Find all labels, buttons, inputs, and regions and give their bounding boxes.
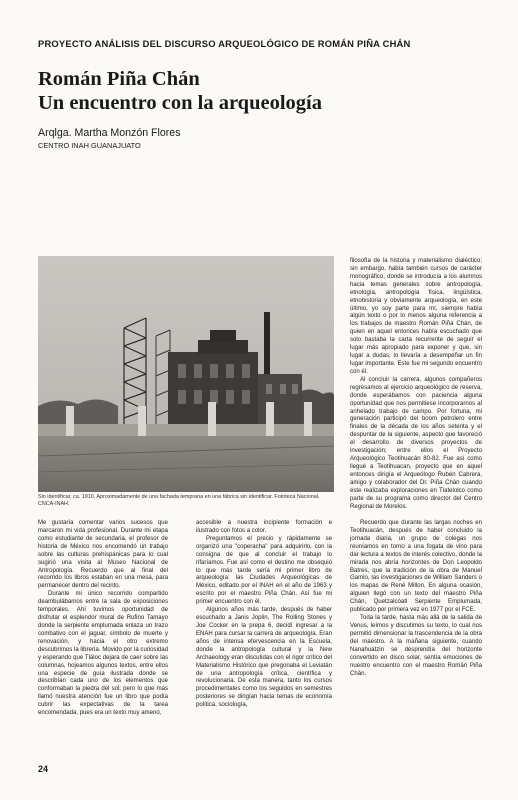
title-line-2: Un encuentro con la arqueología <box>38 92 322 114</box>
paragraph: accesible a nuestra incipiente formación e ilustrado con fotos a color. <box>196 520 332 534</box>
middle-column <box>196 520 332 710</box>
paragraph: Al concluir la carrera, algunos compañeros regresamos al ejercicio arqueológico de reserva, donde esperábamos con paciencia alguna oportunidad que nos permitiese incorporarnos al anhelado trabajo de campo. Por fortuna, mi generación participó del boom petrolero entre finales de la década de los años setenta y el despuntar de la siguiente, aspecto que favoreció el desarrollo de diversos proyectos de investigación; entre ellos el Proyecto Arqueológico Teotihuacán 80-82. Fue así como llegué a Teotihuacan, proyecto que en aquel entonces dirigía el Arqueólogo Rubén Cabrera, amigo y colaborador del Dr. Piña Chán cuando éste realizaba exploraciones en Tlatelolco como parte de su programa como director del Centro Regional de Morelos. <box>350 376 482 510</box>
left-column <box>38 520 168 718</box>
author-name: Arqlga. Martha Monzón Flores <box>38 127 181 139</box>
page-number: 24 <box>38 764 49 774</box>
right-column-top <box>350 258 482 512</box>
paragraph: Recuerdo que durante las largas noches en Teotihuacán, después de haber concluido la jornada diaria, un grupo de colegas nos reuníamos en torno a una fogata de vino para dar lectura a textos de interés colectivo, donde la mirada nos abría horizontes de Don Leopoldo Batres, que la tradición de la obra de Manuel Gamio, las investigaciones de William Sanders o los mapas de René Millon. En alguna ocasión, alguien llegó con un texto del maestro Piña Chán, Quetzalcóatl Serpiente Emplumada, publicado por primera vez en 1977 por el FCE. <box>350 520 482 614</box>
article-title <box>38 67 488 115</box>
paragraph: Durante mi único recorrido compartido deambulábamos entre la sala de exposiciones temporales. Ahí tuvimos oportunidad de disfrutar el esplendor mural de Rufino Tamayo donde la serpiente emplumada enlaza un trazo combativo con el jaguar, símbolo de muerte y renovación, y hacia el otro extremo descubrimos la librería. Movido por la curiosidad y esperando que Tláloc dejara de caer sobre las columnas, hojeamos algunos textos, entre ellos una especie de guía ilustrada donde se describían cada uno de los elementos que conformaban la piedra del sol; pero lo que más llamó nuestra atención fue un libro que podía cubrir las expectativas de la tarea encomendada, pues era un texto muy ameno, <box>38 591 168 717</box>
title-line-1: Román Piña Chán <box>38 68 200 90</box>
paragraph: Me gustaría comentar varios sucesos que marcaron mi vida profesional. Durante mi etapa como estudiante de secundaria, el profesor de historia de México nos encomendó un trabajo sobre las culturas prehispánicas para lo cual sugirió una visita al Museo Nacional de Antropología. Recuerdo que al final del recorrido los libros estaban en una mesa, para permanecer dentro del recinto. <box>38 520 168 590</box>
author-affiliation: CENTRO INAH GUANAJUATO <box>38 141 141 150</box>
paragraph: Preguntamos el precio y rápidamente se organizó una "coperacha" para adquirirlo, con la consigna de que al concluir el trabajo lo rifaríamos. Fue así como el destino me obsequió lo que más tarde sería mi primer libro de arqueología: las Ciudades Arqueológicas de México, editado por el INAH en el año de 1963 y escrito por el maestro Piña Chán. Así fue mi primer encuentro con él. <box>196 535 332 606</box>
paragraph: Toda la tarde, hasta más allá de la salida de Venus, leímos y discutimos su texto, lo cual nos permitió dimensionar la trascendencia de la obra del maestro. A la mañana siguiente, cuando Nanahuatzin se desprendía del horizonte convertido en disco solar, sentía emociones de nuestro encuentro con el maestro Román Piña Chán. <box>350 615 482 677</box>
paragraph: Algunos años más tarde, después de haber escuchado a Janis Joplin, The Rolling Stones y Joe Cocker en la prepa 6, decidí ingresar a la ENAH para cursar la carrera de arqueología. Eran años de intensa efervescencia en la Escuela, donde la antropología cultural y la New Archaeology eran discutidas con el rigor crítico del Materialismo Histórico que pregonaba el Leviatán de una antropología crítica, científica y revolucionaria. De esta manera, tanto los cursos procedimentales como los seguidos en semestres posteriores se dirigían hacia temas de economía política, sociología, <box>196 607 332 709</box>
right-column-bottom <box>350 520 482 678</box>
paragraph: filosofía de la historia y materialismo dialéctico; sin embargo, había también cursos de carácter monográfico, donde se introducía a los alumnos hacia temas generales sobre antropología, etnología, antropología física, lingüística, etnohistoria y obviamente arqueología, en este último, yo soy parte para mí, siempre había algún texto o por lo menos alguna referencia a los trabajos de maestro Román Piña Chán, de quien en aquel entonces había escuchado que solo bastaba la carta recurrente de seguir el lugar más apropiado para exponer y que, sin lugar a dudas, lo llevaría a desempeñar un fin lugar importante. Este fue mi segundo encuentro con él. <box>350 258 482 375</box>
running-header: PROYECTO ANÁLISIS DEL DISCURSO ARQUEOLÓGICO DE ROMÁN PIÑA CHÁN <box>38 38 411 49</box>
historic-factory-photo <box>38 256 334 492</box>
photo-caption: Sin identificar, ca. 1910. Aproximadamente de una fachada temprana en una fábrica sin identificar. Fototeca Nacional, CNCA-INAH. <box>38 494 320 507</box>
